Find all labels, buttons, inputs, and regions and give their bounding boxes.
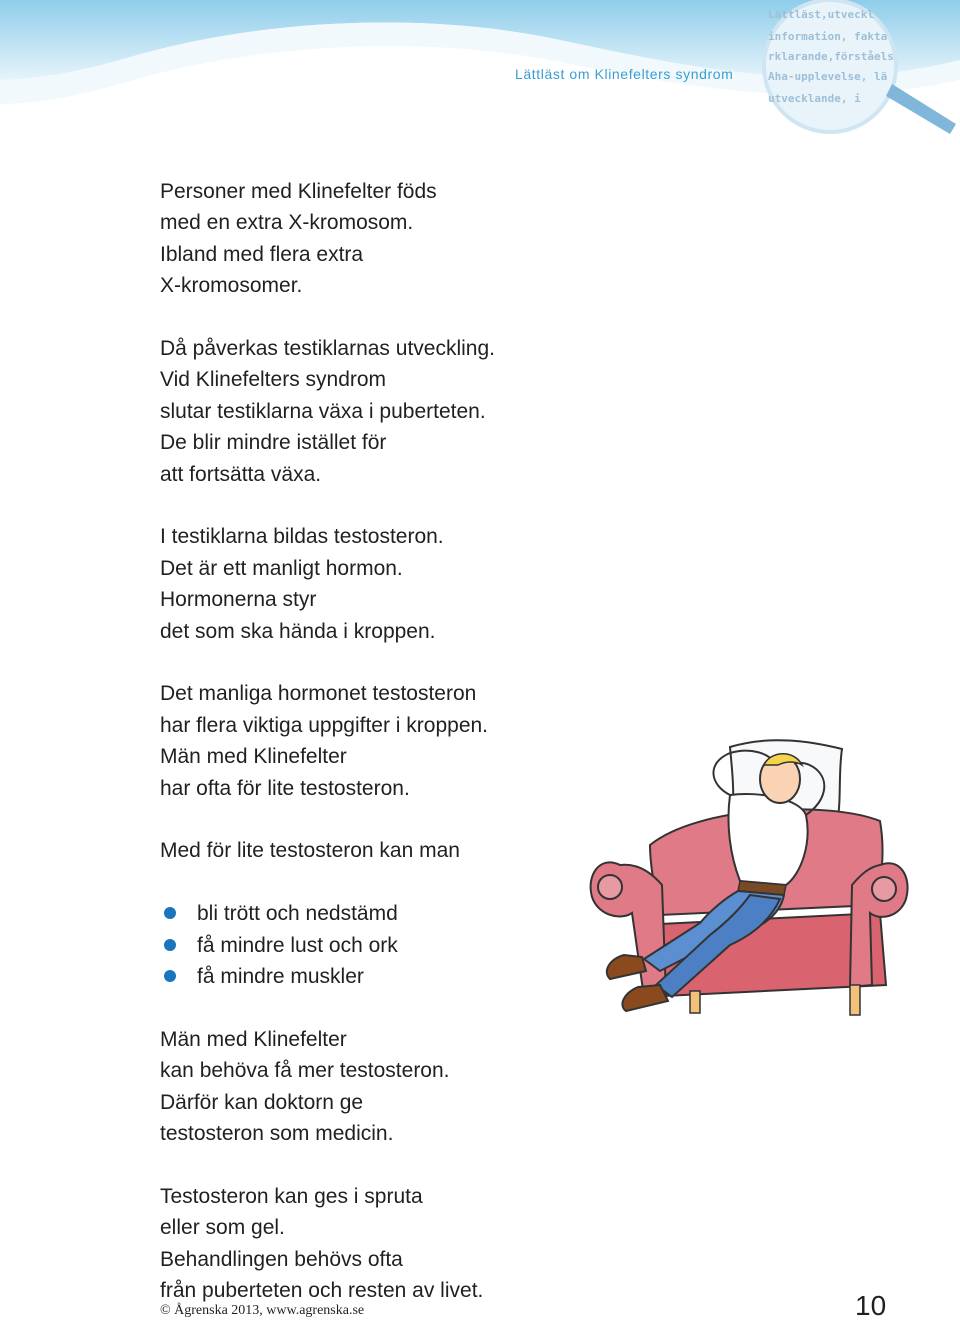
- text-line: Behandlingen behövs ofta: [160, 1247, 403, 1271]
- text-line: med en extra X-kromosom.: [160, 211, 414, 235]
- text-line: från puberteten och resten av livet.: [160, 1279, 484, 1303]
- magnifier-text-line: rklarande,förståels: [768, 50, 894, 63]
- bullet-intro: Med för lite testosteron kan man: [160, 839, 460, 863]
- text-line: X-kromosomer.: [160, 274, 303, 298]
- text-line: Då påverkas testiklarnas utveckling.: [160, 337, 495, 361]
- bullet-dot-icon: [164, 970, 176, 982]
- text-line: slutar testiklarna växa i puberteten.: [160, 399, 486, 423]
- text-line: Personer med Klinefelter föds: [160, 180, 437, 203]
- text-line: det som ska hända i kroppen.: [160, 619, 436, 643]
- text-line: Ibland med flera extra: [160, 242, 364, 266]
- man-in-armchair-illustration: [580, 735, 910, 1020]
- article-body: [160, 176, 600, 1338]
- text-line: att fortsätta växa.: [160, 462, 322, 486]
- bullet-dot-icon: [164, 907, 176, 919]
- text-line: testosteron som medicin.: [160, 1122, 394, 1146]
- text-line: Testosteron kan ges i spruta: [160, 1184, 423, 1208]
- page-number: 10: [855, 1290, 887, 1321]
- text-line: Män med Klinefelter: [160, 1027, 347, 1051]
- list-item-text: få mindre lust och ork: [197, 933, 398, 957]
- list-item: [160, 930, 600, 961]
- text-line: Det är ett manligt hormon.: [160, 556, 403, 580]
- paragraph: [160, 1024, 600, 1150]
- magnifier-text-line: Lättläst,utveckl: [768, 8, 874, 21]
- bullet-section: [160, 835, 600, 866]
- text-line: Hormonerna styr: [160, 588, 317, 612]
- text-line: Vid Klinefelters syndrom: [160, 368, 387, 392]
- paragraph: [160, 333, 600, 490]
- text-line: Män med Klinefelter: [160, 745, 347, 769]
- footer-copyright: © Ågrenska 2013, www.agrenska.se: [160, 1303, 365, 1318]
- bullet-list: [160, 898, 600, 992]
- list-item-text: bli trött och nedstämd: [197, 902, 398, 926]
- paragraph: [160, 1181, 600, 1307]
- paragraph: [160, 521, 600, 647]
- header-title: Lättläst om Klinefelters syndrom: [515, 66, 734, 82]
- paragraph: [160, 176, 600, 302]
- list-item: [160, 961, 600, 992]
- bullet-dot-icon: [164, 939, 176, 951]
- text-line: Därför kan doktorn ge: [160, 1090, 364, 1114]
- magnifier-text-line: information, fakta: [768, 30, 888, 43]
- magnifier-text-line: Aha-upplevelse, lä: [768, 70, 888, 83]
- magnifier-text-line: utvecklande, i: [768, 92, 861, 105]
- text-line: har flera viktiga uppgifter i kroppen.: [160, 713, 489, 737]
- text-line: Det manliga hormonet testosteron: [160, 682, 477, 706]
- text-line: De blir mindre istället för: [160, 431, 387, 455]
- text-line: I testiklarna bildas testosteron.: [160, 525, 444, 549]
- paragraph: [160, 678, 600, 804]
- text-line: eller som gel.: [160, 1216, 285, 1240]
- text-line: kan behöva få mer testosteron.: [160, 1059, 450, 1083]
- text-line: har ofta för lite testosteron.: [160, 776, 410, 800]
- list-item: [160, 898, 600, 929]
- list-item-text: få mindre muskler: [197, 965, 364, 989]
